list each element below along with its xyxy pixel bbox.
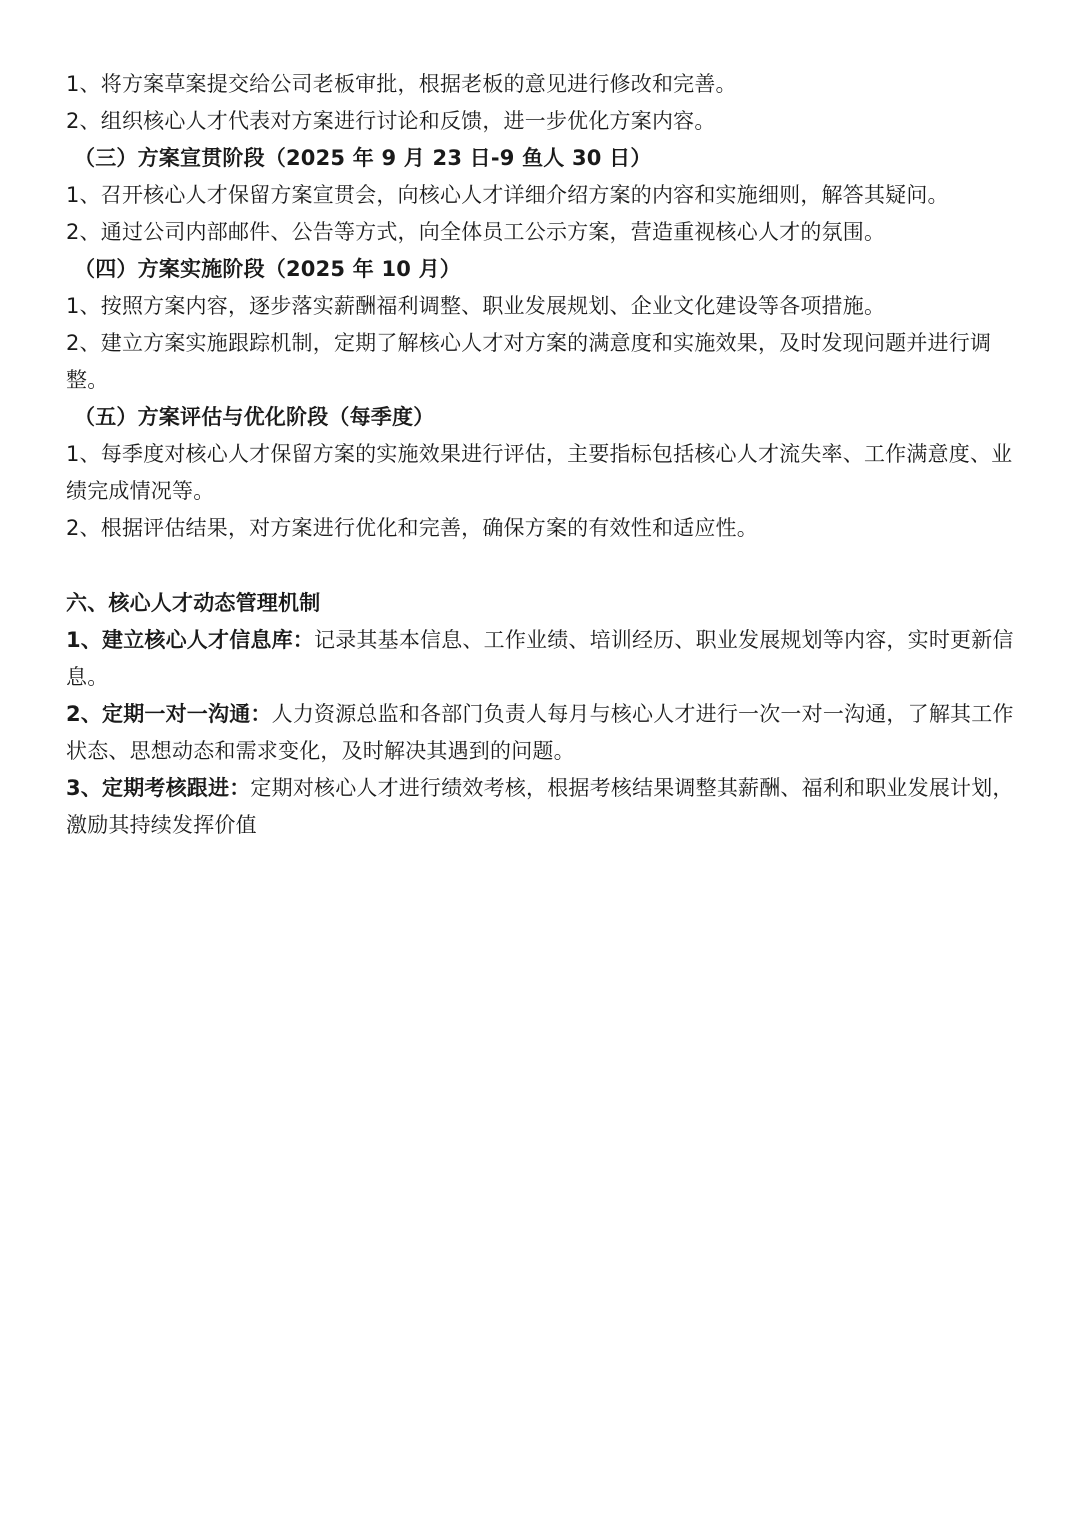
stage5-item-2: 2、根据评估结果，对方案进行优化和完善，确保方案的有效性和适应性。 <box>66 516 758 540</box>
stage4-heading: （四）方案实施阶段（2025 年 10 月） <box>74 257 462 281</box>
section6-item-1-text: 记录其基本信息、工作业绩、培训经历、职业发展规划等内容，实时更新信息。 <box>66 628 1014 689</box>
stage2-item-2: 2、组织核心人才代表对方案进行讨论和反馈，进一步优化方案内容。 <box>66 109 716 133</box>
stage5-item-1: 1、每季度对核心人才保留方案的实施效果进行评估，主要指标包括核心人才流失率、工作满意度、业绩完成情况等。 <box>66 442 1013 503</box>
section6-item-1 <box>66 622 1018 696</box>
section6-item-2-lead: 2、定期一对一沟通： <box>66 702 272 726</box>
stage2-item-1: 1、将方案草案提交给公司老板审批，根据老板的意见进行修改和完善。 <box>66 72 737 96</box>
section6-heading: 六、核心人才动态管理机制 <box>66 591 321 615</box>
section6-item-1-lead: 1、建立核心人才信息库： <box>66 628 315 652</box>
stage4-item-2: 2、建立方案实施跟踪机制，定期了解核心人才对方案的满意度和实施效果，及时发现问题并进行调整。 <box>66 331 992 392</box>
section6-item-3 <box>66 770 1018 844</box>
section6-item-3-text: 定期对核心人才进行绩效考核，根据考核结果调整其薪酬、福利和职业发展计划，激励其持续发挥价值 <box>66 776 1014 837</box>
stage3-item-2: 2、通过公司内部邮件、公告等方式，向全体员工公示方案，营造重视核心人才的氛围。 <box>66 220 886 244</box>
section6-item-3-lead: 3、定期考核跟进： <box>66 776 251 800</box>
stage4-item-1: 1、按照方案内容，逐步落实薪酬福利调整、职业发展规划、企业文化建设等各项措施。 <box>66 294 886 318</box>
stage3-item-1: 1、召开核心人才保留方案宣贯会，向核心人才详细介绍方案的内容和实施细则，解答其疑问。 <box>66 183 949 207</box>
section-spacer <box>66 547 1018 585</box>
section6-item-2 <box>66 696 1018 770</box>
document-body <box>66 66 1018 844</box>
stage5-heading: （五）方案评估与优化阶段（每季度） <box>74 405 435 429</box>
stage3-heading: （三）方案宣贯阶段（2025 年 9 月 23 日-9 鱼人 30 日） <box>74 146 652 170</box>
section6-item-2-text: 人力资源总监和各部门负责人每月与核心人才进行一次一对一沟通，了解其工作状态、思想动态和需求变化，及时解决其遇到的问题。 <box>66 702 1014 763</box>
